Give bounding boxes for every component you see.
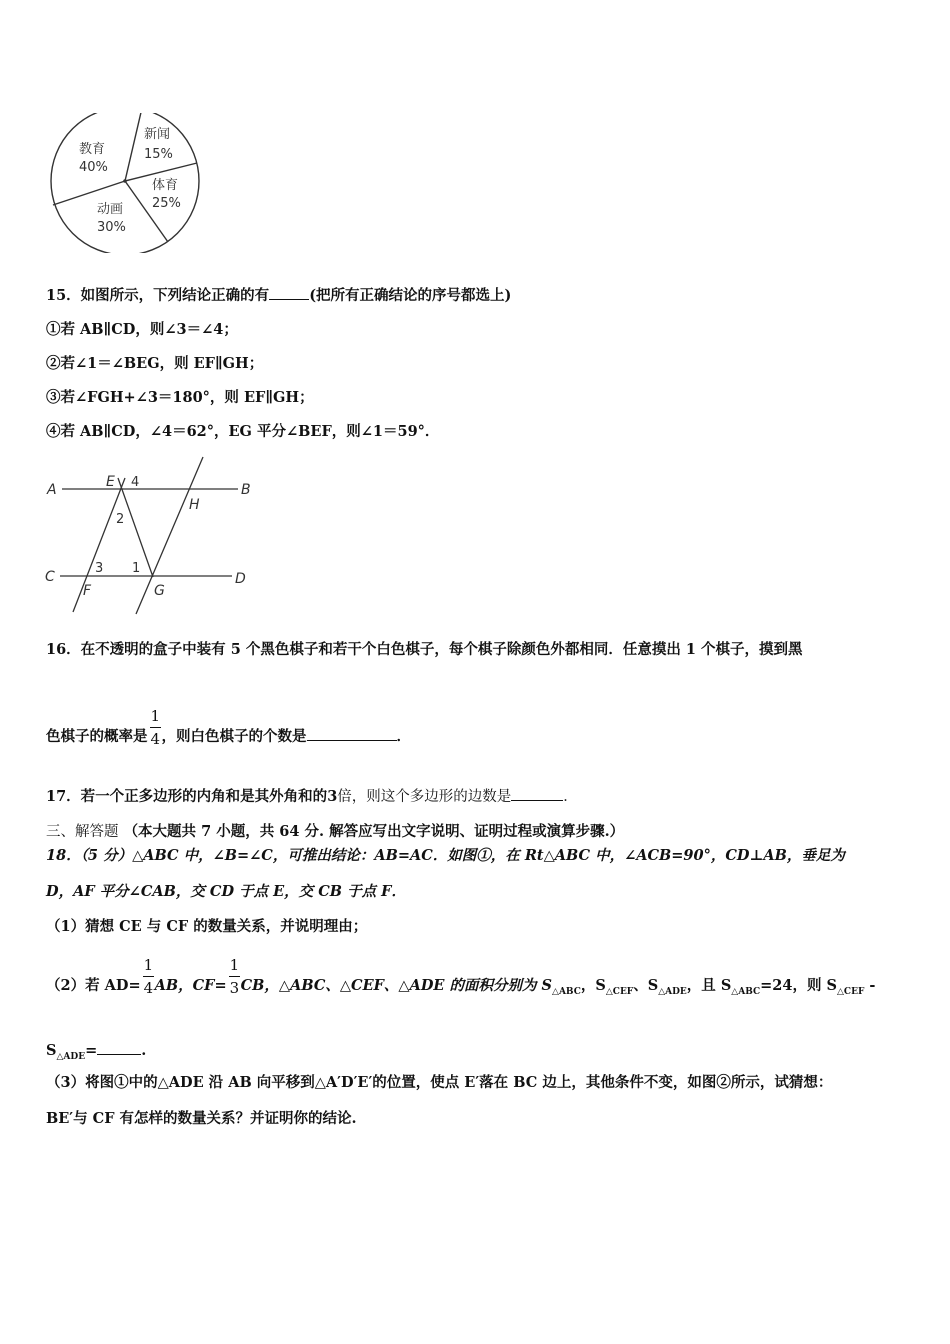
- slice-education-name: 教育: [79, 142, 106, 157]
- label-d: D: [235, 571, 246, 587]
- q15-tail: (把所有正确结论的序号都选上): [309, 287, 512, 304]
- q18-p2-pre: （2）若 AD=: [46, 977, 141, 994]
- line-ef: [73, 478, 125, 612]
- q18-p2-mid1: AB，CF=: [154, 977, 227, 994]
- label-h: H: [189, 497, 200, 513]
- q18-sub-ade: △ADE: [658, 986, 687, 997]
- label-g: G: [154, 583, 165, 599]
- label-2: 2: [116, 512, 125, 527]
- q18-part-1: （1）猜想 CE 与 CF 的数量关系，并说明理由；: [46, 918, 368, 935]
- q15-option-4: ④若 AB∥CD，∠4＝62°，EG 平分∠BEF，则∠1＝59°．: [46, 423, 440, 440]
- label-f: F: [83, 583, 92, 599]
- q18-sub-cef: △CEF: [605, 986, 634, 997]
- q15-option-2: ②若∠1＝∠BEG，则 EF∥GH；: [46, 355, 264, 372]
- q17-post: 倍，则这个多边形的边数是: [337, 789, 512, 805]
- slice-sports-name: 体育: [152, 178, 179, 193]
- line-gh: [136, 457, 203, 614]
- q16-denominator: 4: [150, 730, 161, 748]
- q18-sub-cef-2: △CEF: [837, 986, 865, 997]
- q18-fraction-2: [227, 956, 241, 997]
- q18-num-1: 1: [143, 956, 154, 974]
- q18-den-1: 4: [143, 979, 154, 997]
- section-note: （本大题共 7 小题，共 64 分. 解答应写出文字说明、证明过程或演算步骤.）: [123, 823, 625, 840]
- q18-part-3-line-1: （3）将图①中的△ADE 沿 AB 向平移到△A′D′E′的位置，使点 E′落在 BC 边上，其他条件不变，如图②所示，试猜想：: [46, 1074, 833, 1091]
- q18-line-2: D，AF 平分∠CAB，交 CD 于点 E，交 CB 于点 F．: [46, 883, 406, 900]
- q18-sub-abc-2: △ABC: [731, 986, 761, 997]
- label-3: 3: [95, 561, 104, 576]
- q15-head: 15．如图所示，下列结论正确的有: [46, 287, 270, 304]
- q15-option-3: ③若∠FGH+∠3＝180°，则 EF∥GH；: [46, 389, 314, 406]
- q18-sub-ade-2: △ADE: [56, 1051, 86, 1062]
- q18-part-2-cont: [46, 1040, 146, 1067]
- q18-p2-eq: =24，则 S: [760, 977, 837, 994]
- slice-animation-name: 动画: [97, 202, 124, 217]
- q18-part-2: [46, 956, 876, 1002]
- label-b: B: [241, 482, 251, 498]
- q17-bold3: 3: [327, 788, 338, 805]
- slice-news-percent: 15%: [144, 147, 173, 162]
- label-e: E: [106, 474, 115, 490]
- q16-pre: 色棋子的概率是: [46, 728, 148, 745]
- q15-blank: [269, 285, 309, 300]
- q18-p2b-pre: S: [46, 1042, 57, 1059]
- q17-end: ．: [563, 789, 578, 805]
- slice-animation-percent: 30%: [97, 220, 126, 235]
- q16-end: ．: [396, 728, 411, 745]
- q16-numerator: 1: [150, 707, 161, 725]
- section-title: 三、解答题: [46, 824, 119, 840]
- q15-stem: [46, 285, 511, 306]
- q17: [46, 786, 578, 807]
- label-a: A: [47, 482, 57, 498]
- label-1: 1: [132, 561, 141, 576]
- q18-p2-mid2: CB，△ABC、△CEF、△ADE 的面积分别为 S: [240, 977, 553, 994]
- q17-blank: [511, 786, 563, 801]
- q15-option-1: ①若 AB∥CD，则∠3＝∠4；: [46, 321, 238, 338]
- q18-sep1: ，S: [580, 977, 606, 994]
- slice-sports-percent: 25%: [152, 196, 181, 211]
- q16-line-2: [46, 707, 411, 748]
- q18-p2b-end: .: [141, 1042, 147, 1059]
- q16-blank: [307, 726, 397, 741]
- q18-line-1: 18．（5 分）△ABC 中，∠B=∠C，可推出结论：AB=AC．如图①，在 Rt△ABC 中，∠ACB=90°，CD⊥AB，垂足为: [46, 847, 845, 864]
- q18-minus: -: [864, 977, 876, 994]
- q17-pre: 17．若一个正多边形的内角和是其外角和的: [46, 788, 328, 805]
- slice-education-percent: 40%: [79, 160, 108, 175]
- q18-den-2: 3: [229, 979, 240, 997]
- q18-sub-abc: △ABC: [552, 986, 581, 997]
- q18-part-3-line-2: BE′与 CF 有怎样的数量关系？并证明你的结论.: [46, 1110, 357, 1127]
- q18-fraction-1: [141, 956, 155, 997]
- q18-p2b-eq: =: [85, 1042, 98, 1059]
- q18-p2-mid3: ，且 S: [686, 977, 732, 994]
- q18-blank: [97, 1040, 141, 1055]
- pie-chart: [44, 113, 224, 253]
- parallel-lines-figure: [40, 452, 260, 622]
- q18-num-2: 1: [229, 956, 240, 974]
- q16-line-1: 16．在不透明的盒子中装有 5 个黑色棋子和若干个白色棋子，每个棋子除颜色外都相同．任意摸出 1 个棋子，摸到黑: [46, 641, 803, 658]
- pie-divider-news-top: [125, 113, 142, 181]
- q16-fraction: [148, 707, 162, 748]
- label-4: 4: [131, 475, 140, 490]
- label-c: C: [45, 569, 55, 585]
- slice-news-name: 新闻: [144, 127, 171, 142]
- section-heading: [46, 822, 624, 842]
- pie-center: [123, 179, 127, 183]
- q18-sep2: 、S: [633, 977, 659, 994]
- q16-post: ，则白色棋子的个数是: [161, 728, 307, 745]
